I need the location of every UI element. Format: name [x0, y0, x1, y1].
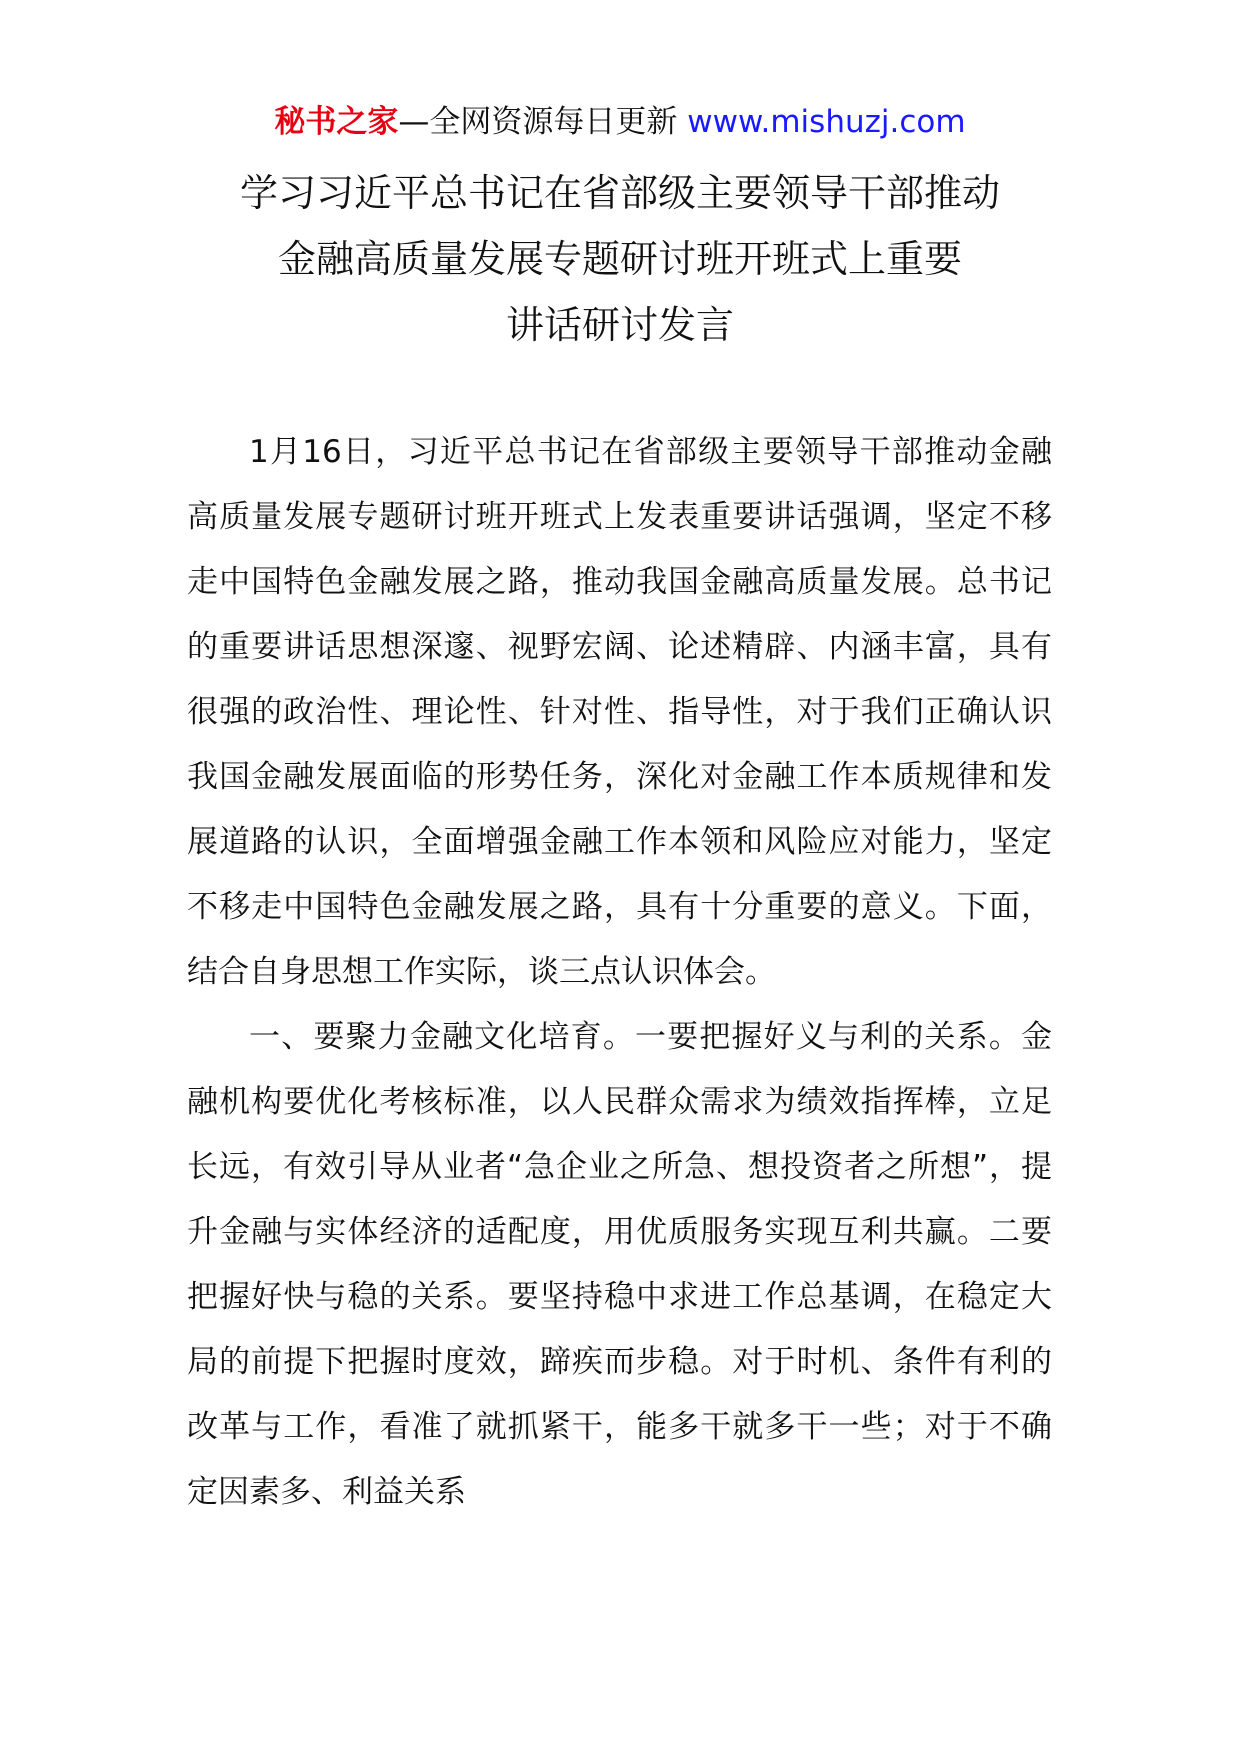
title-line: 学习习近平总书记在省部级主要领导干部推动 [239, 171, 1000, 215]
title-line: 讲话研讨发言 [505, 303, 734, 347]
site-header [0, 100, 1240, 144]
title-line: 金融高质量发展专题研讨班开班式上重要 [277, 237, 962, 281]
site-url-link[interactable]: www.mishuzj.com [687, 104, 966, 140]
site-tagline: —全网资源每日更新 [398, 104, 688, 140]
body-paragraph: 1月16日，习近平总书记在省部级主要领导干部推动金融高质量发展专题研讨班开班式上发表重要讲话强调，坚定不移走中国特色金融发展之路，推动我国金融高质量发展。总书记的重要讲话思想深邃、视野宏阔、论述精辟、内涵丰富，具有很强的政治性、理论性、针对性、指导性，对于我们正确认识我国金融发展面临的形势任务，深化对金融工作本质规律和发展道路的认识，全面增强金融工作本领和风险应对能力，坚定不移走中国特色金融发展之路，具有十分重要的意义。下面，结合自身思想工作实际，谈三点认识体会。 [187, 434, 1052, 990]
document-title [150, 160, 1090, 358]
document-body [187, 420, 1052, 1525]
body-paragraph: 一、要聚力金融文化培育。一要把握好义与利的关系。金融机构要优化考核标准，以人民群众需求为绩效指挥棒，立足长远，有效引导从业者“急企业之所急、想投资者之所想”，提升金融与实体经济的适配度，用优质服务实现互利共赢。二要把握好快与稳的关系。要坚持稳中求进工作总基调，在稳定大局的前提下把握时度效，蹄疾而步稳。对于时机、条件有利的改革与工作，看准了就抓紧干，能多干就多干一些；对于不确定因素多、利益关系 [187, 1019, 1052, 1510]
site-brand: 秘书之家 [274, 104, 399, 140]
